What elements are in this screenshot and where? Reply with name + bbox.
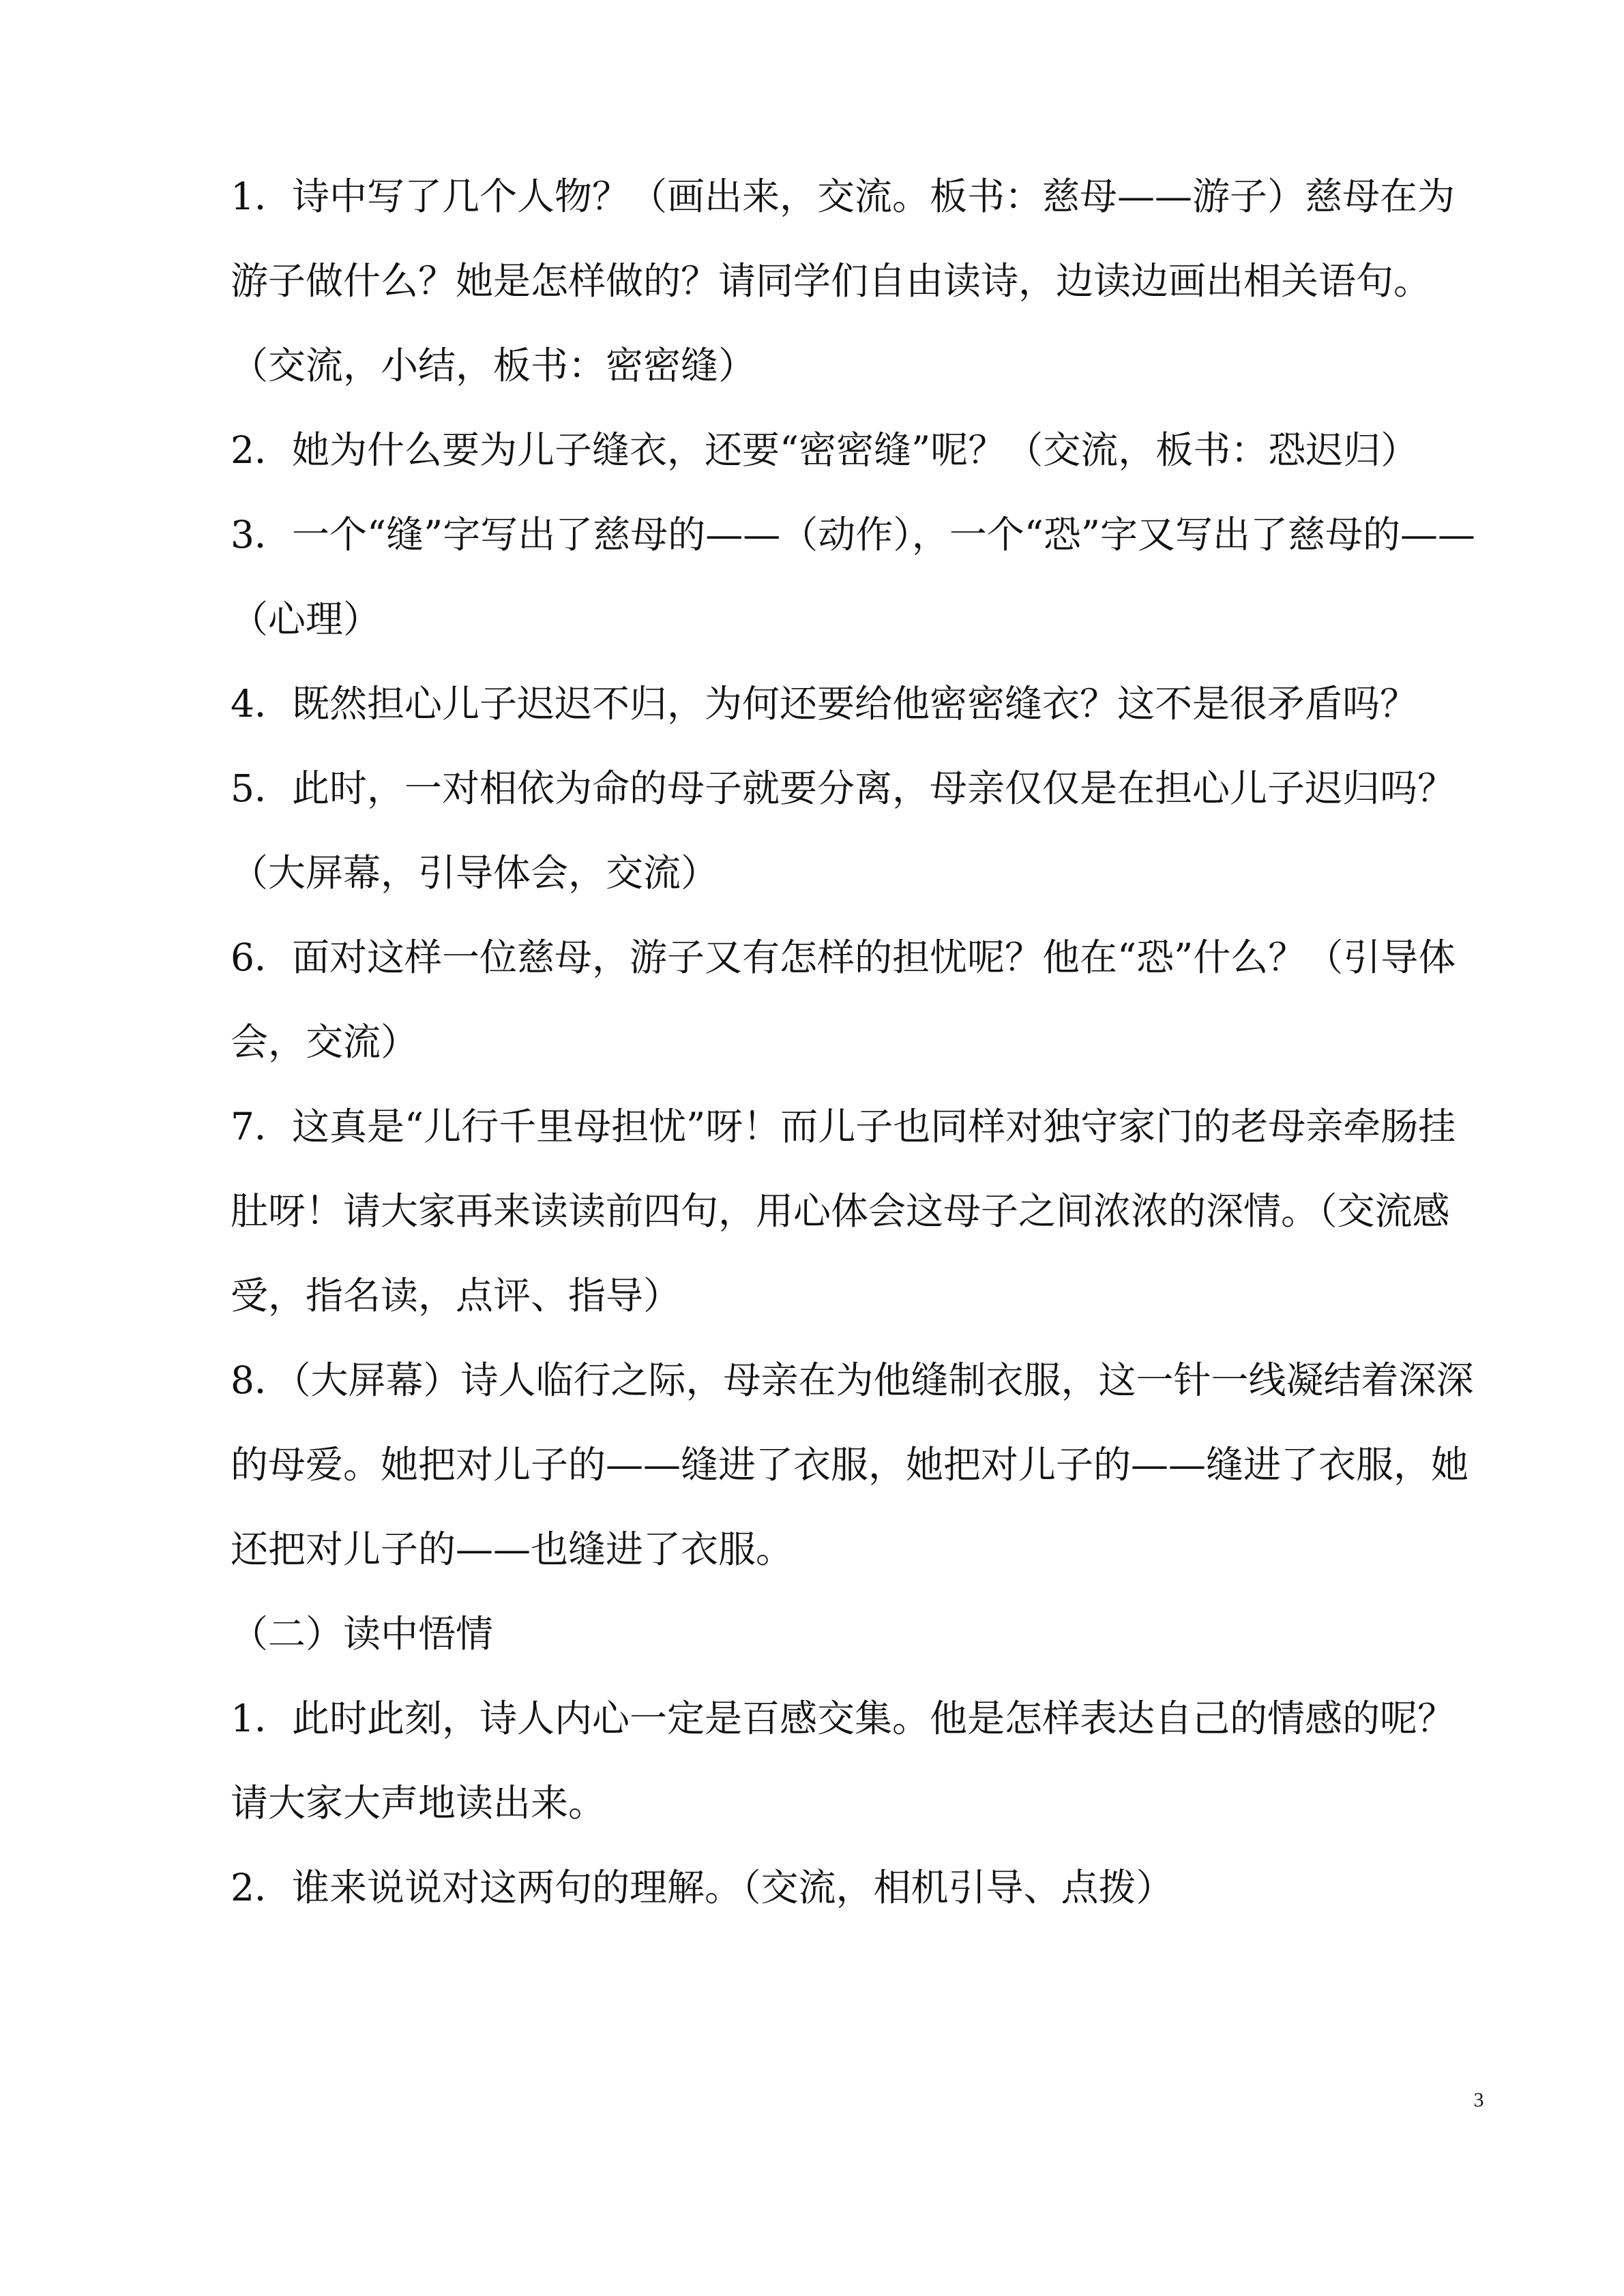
paragraph-4: 4．既然担心儿子迟迟不归，为何还要给他密密缝衣？这不是很矛盾吗？ 5．此时，一对相依为命的母子就要分离，母亲仅仅是在担心儿子迟归吗？（大屏幕，引导体会，交流） [231, 682, 1455, 895]
paragraph-6: 7．这真是“儿行千里母担忧”呀！而儿子也同样对独守家门的老母亲牵肠挂肚呀！请大家再来读读前四句，用心体会这母子之间浓浓的深情。（交流感受，指名读，点评、指导） [231, 1105, 1456, 1317]
paragraph-7: 8．（大屏幕）诗人临行之际，母亲在为他缝制衣服，这一针一线凝结着深深的母爱。她把对儿子的——缝进了衣服，她把对儿子的——缝进了衣服，她还把对儿子的——也缝进了衣服。 [231, 1358, 1474, 1571]
paragraph-8: 1．此时此刻，诗人内心一定是百感交集。他是怎样表达自己的情感的呢？请大家大声地读出来。 [231, 1697, 1455, 1825]
body-text [231, 154, 1479, 1930]
paragraph-5: 6．面对这样一位慈母，游子又有怎样的担忧呢？他在“恐”什么？（引导体会，交流） [231, 936, 1456, 1064]
paragraph-9: 2．谁来说说对这两句的理解。（交流，相机引导、点拨） [231, 1866, 1174, 1909]
paragraph-2: 2．她为什么要为儿子缝衣，还要“密密缝”呢？（交流，板书：恐迟归） [231, 428, 1419, 472]
paragraph-1: 1．诗中写了几个人物？（画出来，交流。板书：慈母——游子）慈母在为游子做什么？她是怎样做的？请同学们自由读诗，边读边画出相关语句。（交流，小结，板书：密密缝） [231, 175, 1455, 387]
paragraph-3: 3．一个“缝”字写出了慈母的——（动作），一个“恐”字又写出了慈母的——（心理） [231, 513, 1475, 641]
section-heading: （二）读中悟情 [231, 1612, 494, 1656]
page-number: 3 [1473, 2089, 1484, 2111]
